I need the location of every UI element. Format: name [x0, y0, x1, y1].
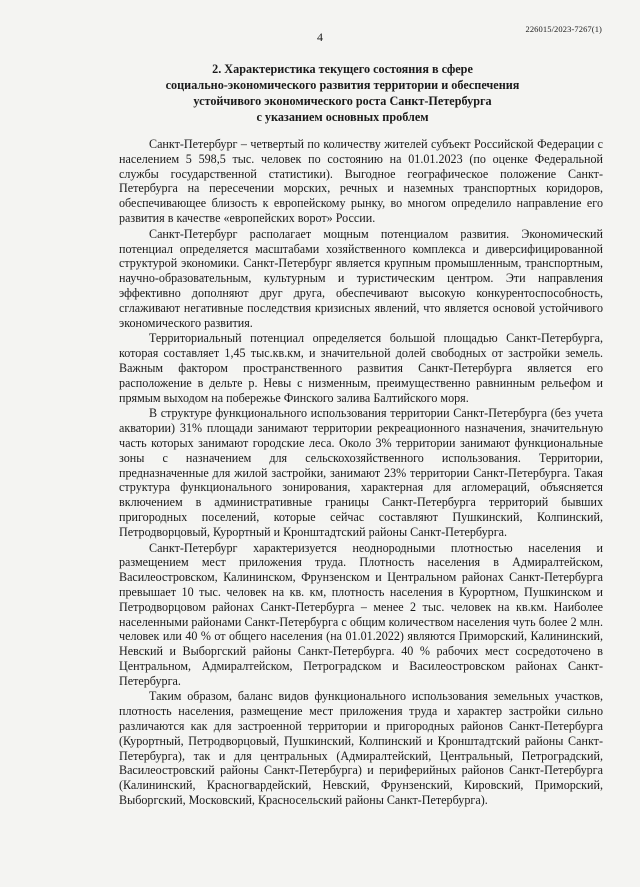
paragraph: Территориальный потенциал определяется большой площадью Санкт-Петербурга, которая составляет 1,45 тыс.кв.км, и значительной долей свободных от застройки земель. Важным фактором пространственного развития Санкт-Петербурга является его расположение в дельте р. Невы с низменным, преимущественно равнинным рельефом и прямым выходом на побережье Финского залива Балтийского моря. — [119, 331, 603, 405]
paragraph: В структуре функционального использования территории Санкт-Петербурга (без учета акватории) 31% площади занимают территории рекреационного назначения, значительную часть которых занимают городские леса. Около 3% территории занимают функциональные зоны с назначением для сельскохозяйственного использования. Территории, предназначенные для жилой застройки, занимают 23% территории Санкт-Петербурга. Такая структура функционального зонирования, характерная для агломераций, объясняется включением в административные границы Санкт-Петербурга территорий бывших пригородных поселений, которые сейчас составляют Пушкинский, Колпинский, Петродворцовый, Курортный и Кронштадтский районы Санкт-Петербурга. — [119, 406, 603, 539]
section-title-line: социально-экономического развития территории и обеспечения — [165, 78, 520, 92]
paragraph: Санкт-Петербург характеризуется неоднородными плотностью населения и размещением мест приложения труда. Плотность населения в Адмиралтейском, Василеостровском, Калининском, Фрунзенском и Центральном районах Санкт-Петербурга превышает 10 тыс. человек на кв. км, плотность населения в Курортном, Пушкинском и Петродворцовом районах Санкт-Петербурга – менее 2 тыс. человек на кв.км. Наиболее населенными районами Санкт-Петербурга с общим количеством населения чуть более 2 млн. человек или 40 % от общего населения (на 01.01.2022) являются Приморский, Калининский, Невский и Выборгский районы Санкт-Петербурга. 40 % рабочих мест сосредоточено в Центральном, Адмиралтейском, Петроградском и Василеостровском районах Санкт-Петербурга. — [119, 540, 603, 688]
paragraph: Санкт-Петербург располагает мощным потенциалом развития. Экономический потенциал определяется масштабами хозяйственного комплекса и диверсифицированной структурой экономики. Санкт-Петербург является крупным промышленным, транспортным, научно-образовательным, культурным и туристическим центром. Эти направления эффективно дополняют друг друга, обеспечивают высокую конкурентоспособность, сглаживают негативные последствия кризисных явлений, что является основой устойчивого экономического развития. — [119, 226, 603, 330]
body-text — [119, 137, 603, 809]
paragraph: Санкт-Петербург – четвертый по количеству жителей субъект Российской Федерации с населением 5 598,5 тыс. человек по состоянию на 01.01.2023 (по оценке Федеральной службы государственной статистики). Выгодное географическое положение Санкт-Петербурга на пересечении морских, речных и наземных транспортных коридоров, обеспечивающее близость к европейскому рынку, во многом определило направление его развития в качестве «европейских ворот» России. — [119, 137, 603, 225]
paragraph: Таким образом, баланс видов функционального использования земельных участков, плотность населения, размещение мест приложения труда и характер застройки сильно различаются как для застроенной территории и пригородных районов Санкт-Петербурга (Курортный, Петродворцовый, Пушкинский, Колпинский и Кронштадтский районы Санкт-Петербурга), так и для центральных (Адмиралтейский, Центральный, Петроградский, Василеостровский районы Санкт-Петербурга) и периферийных районов Санкт-Петербурга (Калининский, Красногвардейский, Невский, Фрунзенский, Кировский, Приморский, Выборгский, Московский, Красносельский районы Санкт-Петербурга). — [119, 689, 603, 808]
section-title-line: 2. Характеристика текущего состояния в сфере — [212, 62, 473, 76]
page-number: 4 — [317, 30, 323, 44]
section-title — [120, 61, 565, 125]
section-title-line: устойчивого экономического роста Санкт-Петербурга — [193, 94, 492, 108]
document-id: 226015/2023-7267(1) — [525, 24, 602, 34]
section-title-line: с указанием основных проблем — [256, 110, 429, 124]
